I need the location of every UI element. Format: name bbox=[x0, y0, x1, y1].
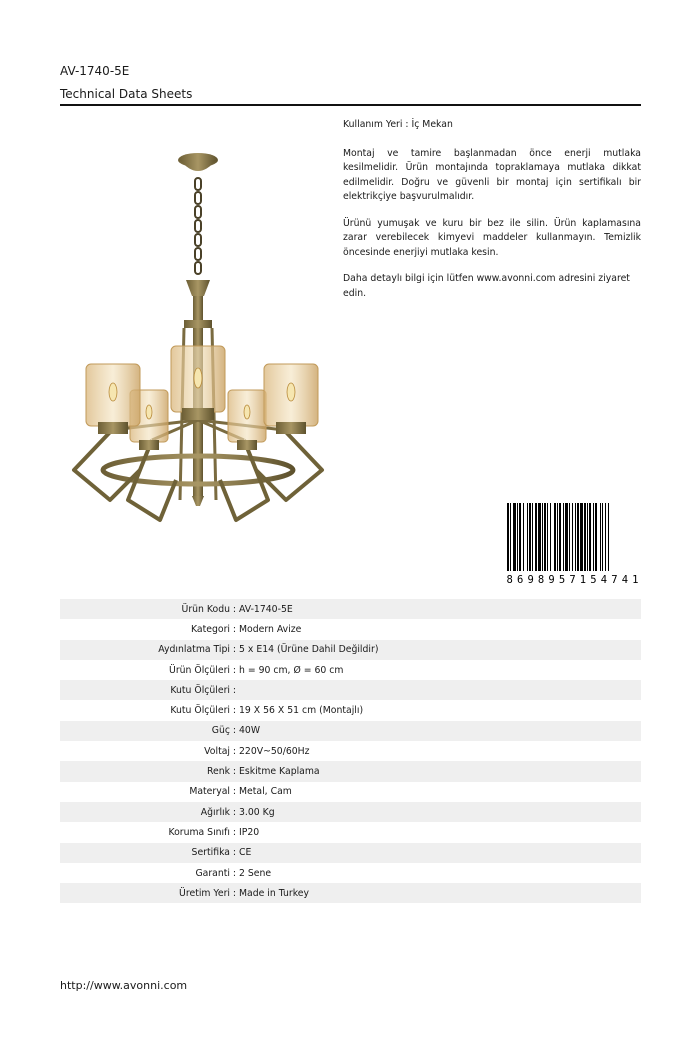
product-image bbox=[60, 120, 336, 560]
spec-separator: : bbox=[232, 644, 237, 656]
spec-label: Güç bbox=[211, 725, 230, 737]
spec-row bbox=[60, 883, 641, 903]
spec-value: Made in Turkey bbox=[239, 887, 309, 899]
spec-separator: : bbox=[232, 745, 237, 757]
spec-separator: : bbox=[232, 847, 237, 859]
info-text-block bbox=[343, 118, 641, 313]
header-divider bbox=[60, 104, 641, 106]
spec-separator: : bbox=[232, 725, 237, 737]
spec-value: h = 90 cm, Ø = 60 cm bbox=[239, 664, 344, 676]
spec-value: 5 x E14 (Ürüne Dahil Değildir) bbox=[239, 644, 379, 656]
spec-row bbox=[60, 782, 641, 802]
spec-separator: : bbox=[232, 766, 237, 778]
spec-value: Metal, Cam bbox=[239, 786, 292, 798]
spec-value: 40W bbox=[239, 725, 261, 737]
spec-row bbox=[60, 599, 641, 619]
spec-row bbox=[60, 619, 641, 639]
spec-row bbox=[60, 721, 641, 741]
spec-value: 220V~50/60Hz bbox=[239, 745, 310, 757]
spec-row bbox=[60, 700, 641, 720]
spec-label: Sertifika bbox=[191, 847, 230, 859]
spec-separator: : bbox=[232, 664, 237, 676]
spec-table bbox=[60, 599, 641, 903]
spec-label: Koruma Sınıfı bbox=[168, 826, 230, 838]
spec-row bbox=[60, 843, 641, 863]
spec-separator: : bbox=[232, 603, 237, 615]
spec-value: Modern Avize bbox=[239, 623, 302, 635]
safety-paragraph: Montaj ve tamire başlanmadan önce enerji mutlaka kesilmelidir. Ürün montajında topraklamaya mutlaka dikkat edilmelidir. Doğru ve güvenli bir montaj için sertifikalı bir elektrikçiye başvurulmalıdır. bbox=[343, 147, 641, 202]
spec-value: 3.00 Kg bbox=[239, 806, 275, 818]
spec-label: Voltaj bbox=[204, 745, 230, 757]
spec-separator: : bbox=[232, 887, 237, 899]
footer-url[interactable]: http://www.avonni.com bbox=[60, 979, 188, 992]
spec-value: IP20 bbox=[239, 826, 260, 838]
spec-label: Ağırlık bbox=[200, 806, 230, 818]
spec-label: Renk bbox=[206, 766, 230, 778]
spec-label: Aydınlatma Tipi bbox=[158, 644, 230, 656]
spec-separator: : bbox=[232, 867, 237, 879]
spec-separator: : bbox=[232, 786, 237, 798]
spec-row bbox=[60, 802, 641, 822]
spec-row bbox=[60, 640, 641, 660]
header-doc-title: Technical Data Sheets bbox=[60, 87, 193, 101]
spec-value: Eskitme Kaplama bbox=[239, 766, 320, 778]
spec-separator: : bbox=[232, 623, 237, 635]
spec-row bbox=[60, 680, 641, 700]
spec-value: 2 Sene bbox=[239, 867, 272, 879]
spec-label: Ürün Ölçüleri bbox=[169, 664, 230, 676]
spec-label: Materyal bbox=[189, 786, 230, 798]
barcode-digits: 8698957154741 bbox=[506, 574, 639, 585]
usage-location: Kullanım Yeri : İç Mekan bbox=[343, 119, 453, 130]
spec-row bbox=[60, 761, 641, 781]
spec-row bbox=[60, 863, 641, 883]
spec-separator: : bbox=[232, 705, 237, 717]
header-product-code: AV-1740-5E bbox=[60, 64, 130, 78]
spec-label: Garanti bbox=[195, 867, 230, 879]
spec-label: Kutu Ölçüleri bbox=[170, 684, 230, 696]
cleaning-paragraph: Ürünü yumuşak ve kuru bir bez ile silin. Ürün kaplamasına zarar verebilecek kimyevi maddeler kullanmayın. Temizlik öncesinde enerjiyi mutlaka kesin. bbox=[343, 217, 641, 258]
spec-label: Kategori bbox=[191, 623, 230, 635]
spec-value: CE bbox=[239, 847, 252, 859]
spec-separator: : bbox=[232, 806, 237, 818]
spec-separator: : bbox=[232, 684, 237, 696]
spec-value: 19 X 56 X 51 cm (Montajlı) bbox=[239, 705, 364, 717]
spec-row bbox=[60, 660, 641, 680]
spec-value: AV-1740-5E bbox=[239, 603, 293, 615]
spec-label: Ürün Kodu bbox=[181, 603, 230, 615]
barcode bbox=[505, 503, 640, 585]
more-info-paragraph: Daha detaylı bilgi için lütfen www.avonni.com adresini ziyaret edin. bbox=[343, 273, 630, 299]
spec-row bbox=[60, 741, 641, 761]
spec-separator: : bbox=[232, 826, 237, 838]
spec-label: Üretim Yeri bbox=[179, 887, 230, 899]
barcode-bars bbox=[507, 503, 609, 571]
spec-label: Kutu Ölçüleri bbox=[170, 705, 230, 717]
spec-row bbox=[60, 822, 641, 842]
